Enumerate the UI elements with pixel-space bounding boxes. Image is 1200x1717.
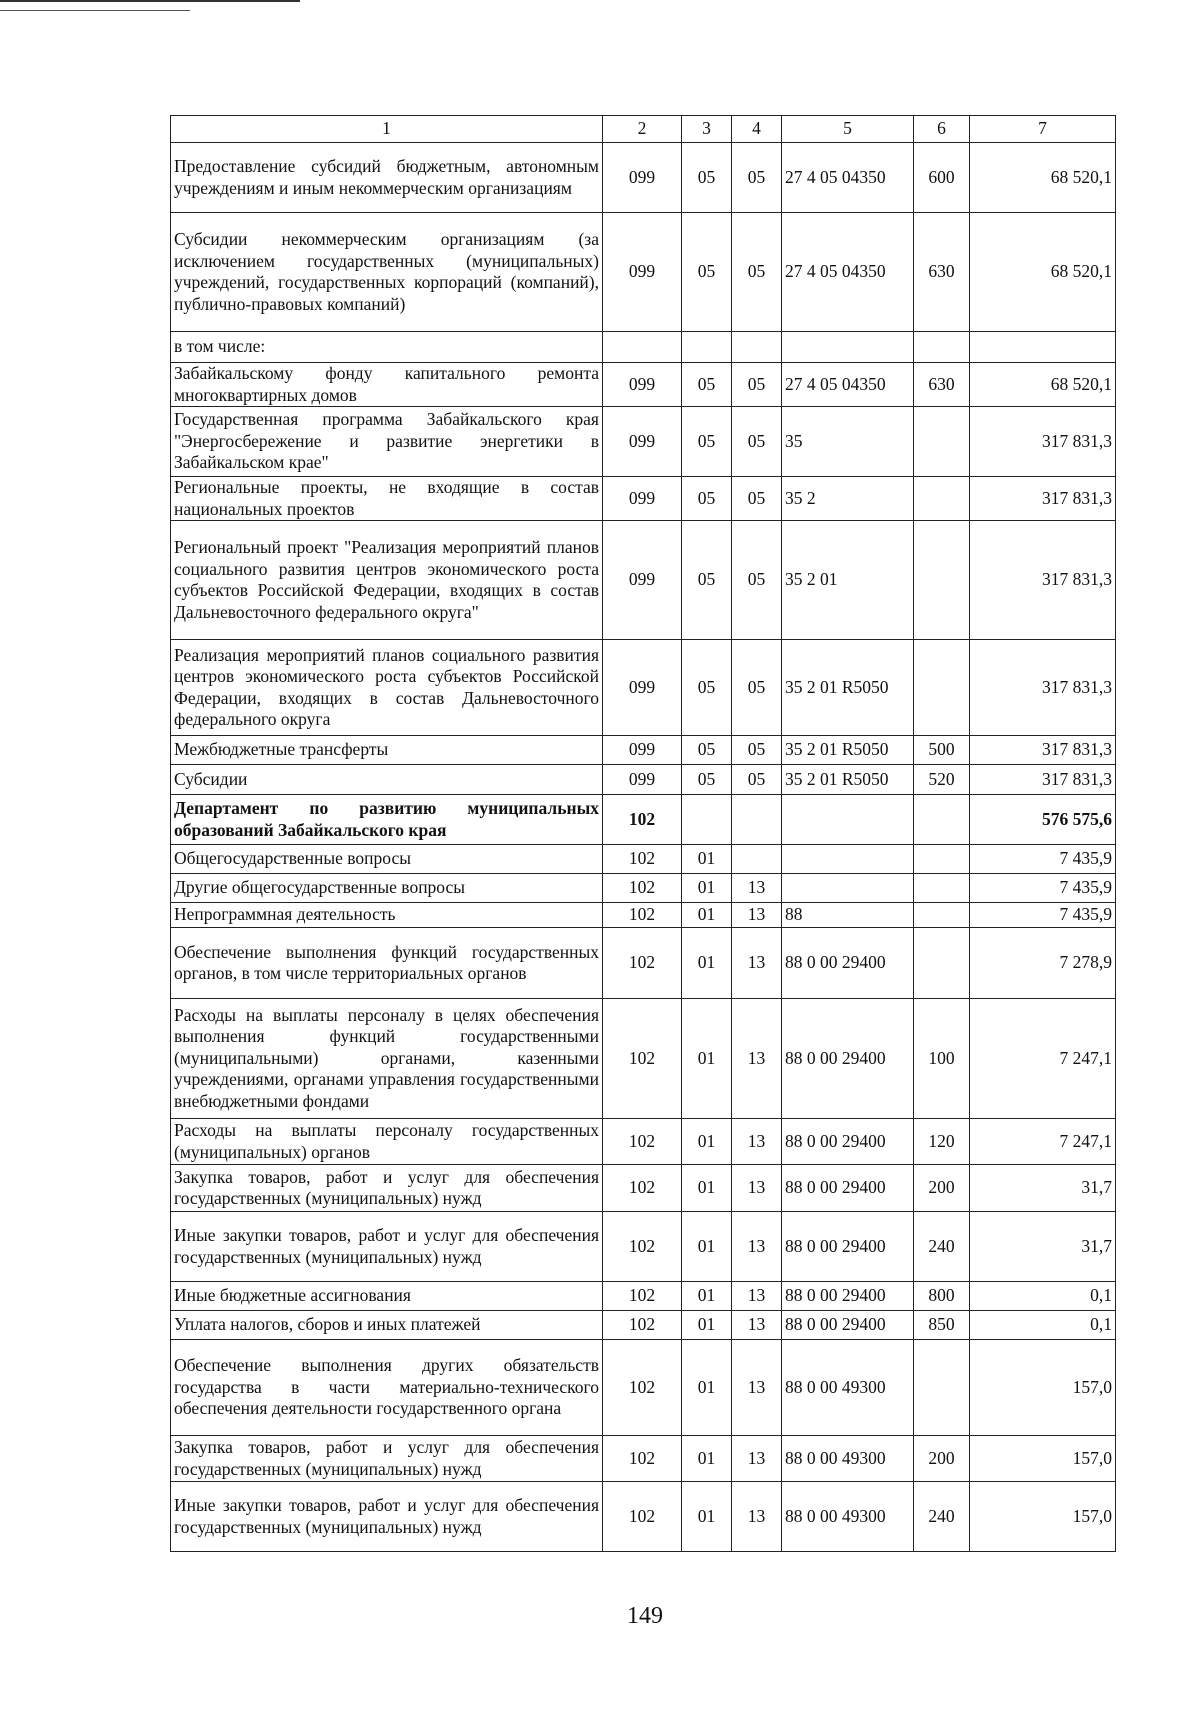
cell-amount: 317 831,3: [970, 736, 1116, 765]
cell-amount: 317 831,3: [970, 407, 1116, 477]
cell-subsection: 05: [732, 363, 782, 407]
cell-expense-type: 120: [914, 1119, 970, 1165]
cell-subsection: 13: [732, 928, 782, 999]
cell-expense-type: [914, 640, 970, 736]
col-header-7: 7: [970, 116, 1116, 143]
cell-section: 05: [682, 736, 732, 765]
cell-expense-type: 850: [914, 1311, 970, 1340]
cell-ministry-code: 099: [603, 765, 682, 795]
cell-target-article: [782, 795, 914, 845]
cell-section: 01: [682, 1165, 732, 1212]
cell-target-article: 88 0 00 49300: [782, 1340, 914, 1436]
cell-target-article: [782, 332, 914, 363]
cell-subsection: [732, 845, 782, 874]
cell-subsection: 05: [732, 640, 782, 736]
cell-section: 05: [682, 765, 732, 795]
table-row: [171, 332, 1116, 363]
cell-ministry-code: 099: [603, 736, 682, 765]
scan-edge-line-2: [0, 10, 190, 11]
table-row: [171, 363, 1116, 407]
cell-target-article: 88 0 00 29400: [782, 928, 914, 999]
table-row: [171, 640, 1116, 736]
table-row: [171, 407, 1116, 477]
cell-description: Субсидии: [171, 765, 603, 795]
cell-amount: 68 520,1: [970, 213, 1116, 332]
cell-section: 01: [682, 1311, 732, 1340]
cell-expense-type: [914, 928, 970, 999]
col-header-4: 4: [732, 116, 782, 143]
cell-description: Субсидии некоммерческим организациям (за исключением государственных (муниципальных) учреждений, государственных корпораций (компаний), публично-правовых компаний): [171, 213, 603, 332]
cell-target-article: 35 2: [782, 477, 914, 521]
table-row: [171, 521, 1116, 640]
cell-section: 01: [682, 1282, 732, 1311]
cell-subsection: 13: [732, 1165, 782, 1212]
table-row: [171, 1482, 1116, 1552]
cell-target-article: 88 0 00 29400: [782, 1119, 914, 1165]
cell-subsection: [732, 332, 782, 363]
cell-amount: 157,0: [970, 1436, 1116, 1482]
cell-description: Межбюджетные трансферты: [171, 736, 603, 765]
cell-ministry-code: 102: [603, 1311, 682, 1340]
table-row: [171, 477, 1116, 521]
cell-ministry-code: 102: [603, 903, 682, 928]
cell-ministry-code: 102: [603, 845, 682, 874]
cell-ministry-code: 102: [603, 1340, 682, 1436]
cell-expense-type: 630: [914, 363, 970, 407]
cell-description: Департамент по развитию муниципальных образований Забайкальского края: [171, 795, 603, 845]
table-row: [171, 213, 1116, 332]
cell-description: Иные бюджетные ассигнования: [171, 1282, 603, 1311]
cell-target-article: 88: [782, 903, 914, 928]
cell-amount: 157,0: [970, 1340, 1116, 1436]
cell-subsection: 13: [732, 1212, 782, 1282]
cell-expense-type: [914, 874, 970, 903]
cell-description: Другие общегосударственные вопросы: [171, 874, 603, 903]
cell-amount: 7 435,9: [970, 903, 1116, 928]
table-row: [171, 999, 1116, 1119]
cell-description: Обеспечение выполнения функций государственных органов, в том числе территориальных органов: [171, 928, 603, 999]
budget-table: [170, 115, 1116, 1552]
table-row: [171, 1119, 1116, 1165]
table-row: [171, 736, 1116, 765]
cell-ministry-code: 102: [603, 874, 682, 903]
cell-ministry-code: 102: [603, 1119, 682, 1165]
cell-ministry-code: 102: [603, 795, 682, 845]
cell-description: Расходы на выплаты персоналу в целях обеспечения выполнения функций государственными (муниципальными) органами, казенными учреждениями, органами управления государственными внебюджетными фондами: [171, 999, 603, 1119]
cell-subsection: 13: [732, 1282, 782, 1311]
cell-target-article: 88 0 00 29400: [782, 999, 914, 1119]
cell-amount: 0,1: [970, 1311, 1116, 1340]
cell-section: 05: [682, 477, 732, 521]
cell-ministry-code: 102: [603, 999, 682, 1119]
cell-description: Иные закупки товаров, работ и услуг для обеспечения государственных (муниципальных) нужд: [171, 1212, 603, 1282]
cell-description: Государственная программа Забайкальского края "Энергосбережение и развитие энергетики в Забайкальском крае": [171, 407, 603, 477]
cell-ministry-code: 099: [603, 477, 682, 521]
cell-target-article: 88 0 00 49300: [782, 1436, 914, 1482]
cell-expense-type: [914, 795, 970, 845]
cell-amount: 317 831,3: [970, 640, 1116, 736]
cell-expense-type: 200: [914, 1165, 970, 1212]
cell-subsection: 13: [732, 874, 782, 903]
cell-expense-type: 500: [914, 736, 970, 765]
cell-expense-type: 600: [914, 143, 970, 213]
cell-section: 05: [682, 521, 732, 640]
cell-section: 05: [682, 363, 732, 407]
cell-target-article: 35 2 01 R5050: [782, 640, 914, 736]
cell-expense-type: [914, 845, 970, 874]
cell-section: 01: [682, 1482, 732, 1552]
col-header-6: 6: [914, 116, 970, 143]
table-row: [171, 1436, 1116, 1482]
cell-expense-type: 800: [914, 1282, 970, 1311]
cell-ministry-code: 099: [603, 407, 682, 477]
cell-amount: 0,1: [970, 1282, 1116, 1311]
cell-target-article: 88 0 00 49300: [782, 1482, 914, 1552]
cell-amount: 68 520,1: [970, 363, 1116, 407]
cell-amount: 317 831,3: [970, 521, 1116, 640]
cell-description: Забайкальскому фонду капитального ремонта многоквартирных домов: [171, 363, 603, 407]
cell-ministry-code: 099: [603, 363, 682, 407]
table-row: [171, 1340, 1116, 1436]
cell-expense-type: 240: [914, 1212, 970, 1282]
cell-expense-type: 240: [914, 1482, 970, 1552]
cell-expense-type: [914, 332, 970, 363]
cell-ministry-code: 102: [603, 1436, 682, 1482]
cell-expense-type: [914, 903, 970, 928]
cell-ministry-code: 102: [603, 1165, 682, 1212]
page-number: 149: [627, 1603, 663, 1629]
cell-section: 01: [682, 874, 732, 903]
cell-subsection: 05: [732, 477, 782, 521]
cell-target-article: 88 0 00 29400: [782, 1311, 914, 1340]
col-header-3: 3: [682, 116, 732, 143]
cell-amount: 7 247,1: [970, 999, 1116, 1119]
cell-target-article: 27 4 05 04350: [782, 143, 914, 213]
cell-section: 01: [682, 903, 732, 928]
scan-edge-line: [0, 0, 300, 2]
table-row: [171, 795, 1116, 845]
cell-amount: 7 278,9: [970, 928, 1116, 999]
table-row: [171, 845, 1116, 874]
cell-amount: 7 435,9: [970, 845, 1116, 874]
cell-subsection: 05: [732, 143, 782, 213]
cell-ministry-code: 102: [603, 928, 682, 999]
cell-section: [682, 795, 732, 845]
cell-subsection: 05: [732, 407, 782, 477]
cell-ministry-code: [603, 332, 682, 363]
cell-description: Расходы на выплаты персоналу государственных (муниципальных) органов: [171, 1119, 603, 1165]
cell-description: в том числе:: [171, 332, 603, 363]
cell-description: Закупка товаров, работ и услуг для обеспечения государственных (муниципальных) нужд: [171, 1436, 603, 1482]
col-header-2: 2: [603, 116, 682, 143]
cell-amount: 31,7: [970, 1212, 1116, 1282]
cell-amount: 31,7: [970, 1165, 1116, 1212]
cell-ministry-code: 099: [603, 213, 682, 332]
cell-description: Реализация мероприятий планов социального развития центров экономического роста субъектов Российской Федерации, входящих в состав Дальневосточного федерального округа: [171, 640, 603, 736]
cell-amount: 157,0: [970, 1482, 1116, 1552]
cell-target-article: 35 2 01: [782, 521, 914, 640]
cell-section: 01: [682, 845, 732, 874]
cell-subsection: 13: [732, 903, 782, 928]
cell-target-article: 35 2 01 R5050: [782, 736, 914, 765]
cell-subsection: 13: [732, 999, 782, 1119]
cell-subsection: 13: [732, 1482, 782, 1552]
cell-expense-type: [914, 1340, 970, 1436]
cell-target-article: 35: [782, 407, 914, 477]
cell-description: Обеспечение выполнения других обязательств государства в части материально-технического обеспечения деятельности государственного органа: [171, 1340, 603, 1436]
cell-target-article: 88 0 00 29400: [782, 1212, 914, 1282]
cell-subsection: 13: [732, 1436, 782, 1482]
table-row: [171, 874, 1116, 903]
cell-expense-type: [914, 477, 970, 521]
table-row: [171, 1165, 1116, 1212]
cell-subsection: 05: [732, 736, 782, 765]
cell-description: Уплата налогов, сборов и иных платежей: [171, 1311, 603, 1340]
cell-amount: 317 831,3: [970, 477, 1116, 521]
cell-subsection: [732, 795, 782, 845]
cell-ministry-code: 099: [603, 143, 682, 213]
cell-description: Иные закупки товаров, работ и услуг для обеспечения государственных (муниципальных) нужд: [171, 1482, 603, 1552]
cell-target-article: 88 0 00 29400: [782, 1165, 914, 1212]
cell-description: Региональный проект "Реализация мероприятий планов социального развития центров экономического роста субъектов Российской Федерации, входящих в состав Дальневосточного федерального округа": [171, 521, 603, 640]
cell-expense-type: 630: [914, 213, 970, 332]
cell-target-article: 35 2 01 R5050: [782, 765, 914, 795]
cell-ministry-code: 102: [603, 1282, 682, 1311]
cell-section: 01: [682, 1119, 732, 1165]
cell-description: Закупка товаров, работ и услуг для обеспечения государственных (муниципальных) нужд: [171, 1165, 603, 1212]
cell-section: [682, 332, 732, 363]
col-header-1: 1: [171, 116, 603, 143]
cell-amount: 7 435,9: [970, 874, 1116, 903]
cell-target-article: [782, 845, 914, 874]
cell-amount: 68 520,1: [970, 143, 1116, 213]
cell-section: 05: [682, 640, 732, 736]
cell-subsection: 05: [732, 765, 782, 795]
table-body: [171, 143, 1116, 1552]
cell-ministry-code: 099: [603, 640, 682, 736]
cell-expense-type: [914, 407, 970, 477]
cell-section: 01: [682, 999, 732, 1119]
table-row: [171, 1311, 1116, 1340]
cell-description: Региональные проекты, не входящие в состав национальных проектов: [171, 477, 603, 521]
cell-description: Общегосударственные вопросы: [171, 845, 603, 874]
table-row: [171, 928, 1116, 999]
cell-amount: [970, 332, 1116, 363]
cell-subsection: 13: [732, 1340, 782, 1436]
cell-ministry-code: 102: [603, 1482, 682, 1552]
cell-section: 05: [682, 143, 732, 213]
cell-subsection: 13: [732, 1311, 782, 1340]
cell-amount: 7 247,1: [970, 1119, 1116, 1165]
cell-target-article: 27 4 05 04350: [782, 213, 914, 332]
cell-target-article: 88 0 00 29400: [782, 1282, 914, 1311]
cell-ministry-code: 102: [603, 1212, 682, 1282]
cell-section: 01: [682, 1436, 732, 1482]
col-header-5: 5: [782, 116, 914, 143]
cell-expense-type: 520: [914, 765, 970, 795]
table-header-row: [171, 116, 1116, 143]
cell-target-article: [782, 874, 914, 903]
cell-section: 01: [682, 928, 732, 999]
cell-section: 01: [682, 1212, 732, 1282]
cell-expense-type: [914, 521, 970, 640]
cell-expense-type: 100: [914, 999, 970, 1119]
cell-section: 01: [682, 1340, 732, 1436]
cell-subsection: 05: [732, 213, 782, 332]
cell-target-article: 27 4 05 04350: [782, 363, 914, 407]
table-row: [171, 143, 1116, 213]
cell-subsection: 05: [732, 521, 782, 640]
cell-ministry-code: 099: [603, 521, 682, 640]
cell-amount: 317 831,3: [970, 765, 1116, 795]
table-row: [171, 903, 1116, 928]
table-row: [171, 1212, 1116, 1282]
cell-expense-type: 200: [914, 1436, 970, 1482]
table-row: [171, 765, 1116, 795]
cell-section: 05: [682, 407, 732, 477]
cell-section: 05: [682, 213, 732, 332]
cell-description: Непрограммная деятельность: [171, 903, 603, 928]
cell-description: Предоставление субсидий бюджетным, автономным учреждениям и иным некоммерческим организациям: [171, 143, 603, 213]
cell-amount: 576 575,6: [970, 795, 1116, 845]
cell-subsection: 13: [732, 1119, 782, 1165]
table-row: [171, 1282, 1116, 1311]
